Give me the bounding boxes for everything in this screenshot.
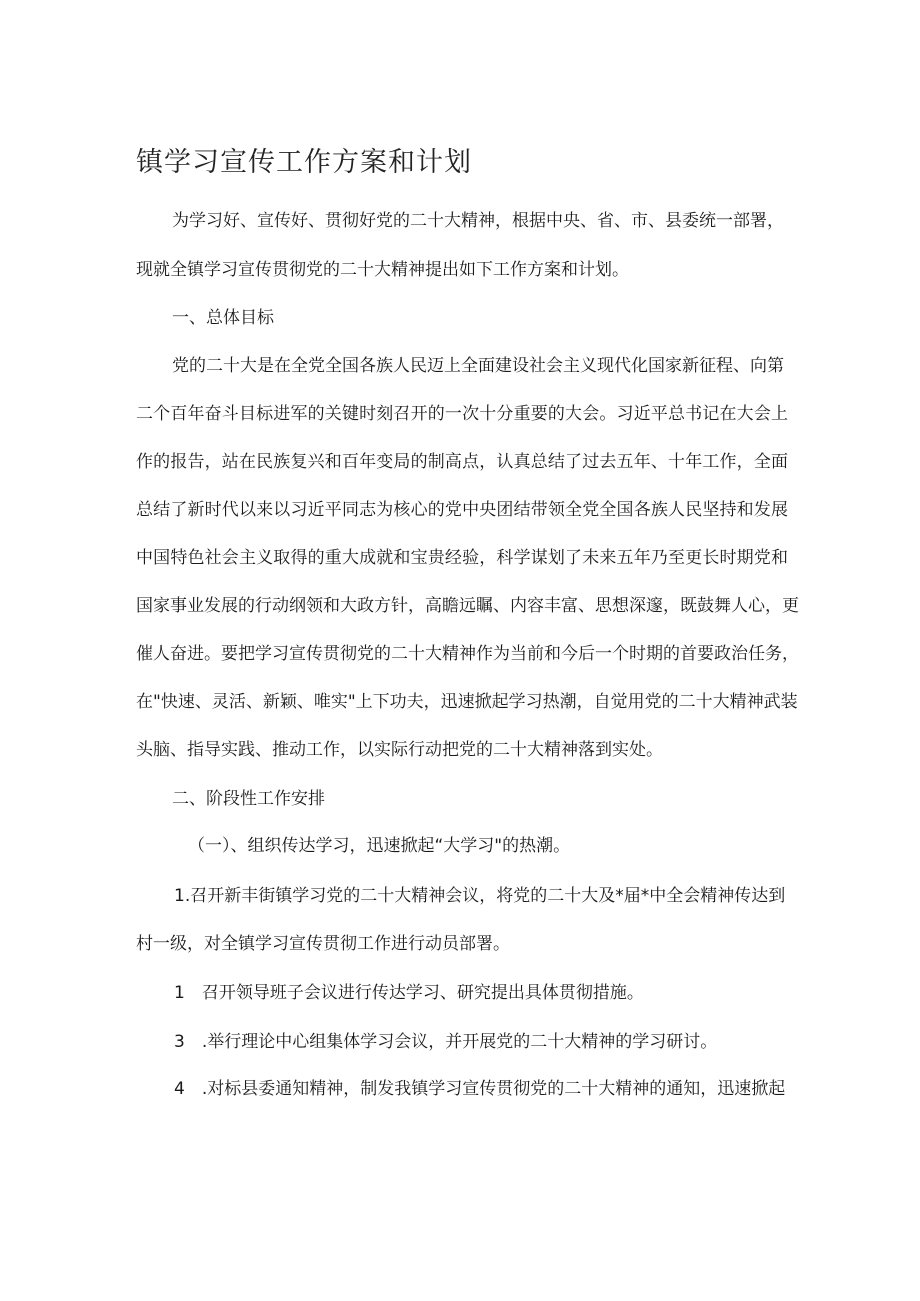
section1-line-3: 作的报告，站在民族复兴和百年变局的制高点，认真总结了过去五年、十年工作，全面 (136, 452, 788, 472)
intro-line-1: 为学习好、宣传好、贯彻好党的二十大精神，根据中央、省、市、县委统一部署， (172, 211, 784, 231)
section1-heading: 一、总体目标 (172, 308, 274, 328)
item3: 3 .举行理论中心组集体学习会议，并开展党的二十大精神的学习研讨。 (174, 1032, 718, 1052)
document-title: 镇学习宣传工作方案和计划 (136, 147, 472, 178)
section1-line-9: 头脑、指导实践、推动工作，以实际行动把党的二十大精神落到实处。 (136, 740, 663, 760)
section1-line-5: 中国特色社会主义取得的重大成就和宝贵经验，科学谋划了未来五年乃至更长时期党和 (136, 548, 788, 568)
section1-line-6: 国家事业发展的行动纲领和大政方针，高瞻远瞩、内容丰富、思想深邃，既鼓舞人心，更 (136, 596, 799, 616)
section1-line-2: 二个百年奋斗目标进军的关键时刻召开的一次十分重要的大会。习近平总书记在大会上 (136, 404, 788, 424)
item4: 4 .对标县委通知精神，制发我镇学习宣传贯彻党的二十大精神的通知，迅速掀起 (174, 1079, 786, 1099)
item1-line-1: 1.召开新丰街镇学习党的二十大精神会议，将党的二十大及*届*中全会精神传达到 (174, 886, 786, 906)
item2: 1 召开领导班子会议进行传达学习、研究提出具体贯彻措施。 (174, 983, 644, 1003)
section1-line-1: 党的二十大是在全党全国各族人民迈上全面建设社会主义现代化国家新征程、向第 (172, 356, 784, 376)
section2-heading: 二、阶段性工作安排 (172, 789, 325, 809)
section1-line-7: 催人奋进。要把学习宣传贯彻党的二十大精神作为当前和今后一个时期的首要政治任务， (136, 644, 799, 664)
item1-line-2: 村一级，对全镇学习宣传贯彻工作进行动员部署。 (136, 934, 510, 954)
section1-line-8: 在"快速、灵活、新颖、唯实"上下功夫，迅速掀起学习热潮，自觉用党的二十大精神武装 (136, 692, 798, 712)
subsection1-heading: （一）、组织传达学习，迅速掀起“大学习"的热潮。 (188, 836, 571, 856)
intro-line-2: 现就全镇学习宣传贯彻党的二十大精神提出如下工作方案和计划。 (136, 260, 629, 280)
section1-line-4: 总结了新时代以来以习近平同志为核心的党中央团结带领全党全国各族人民坚持和发展 (136, 500, 788, 520)
